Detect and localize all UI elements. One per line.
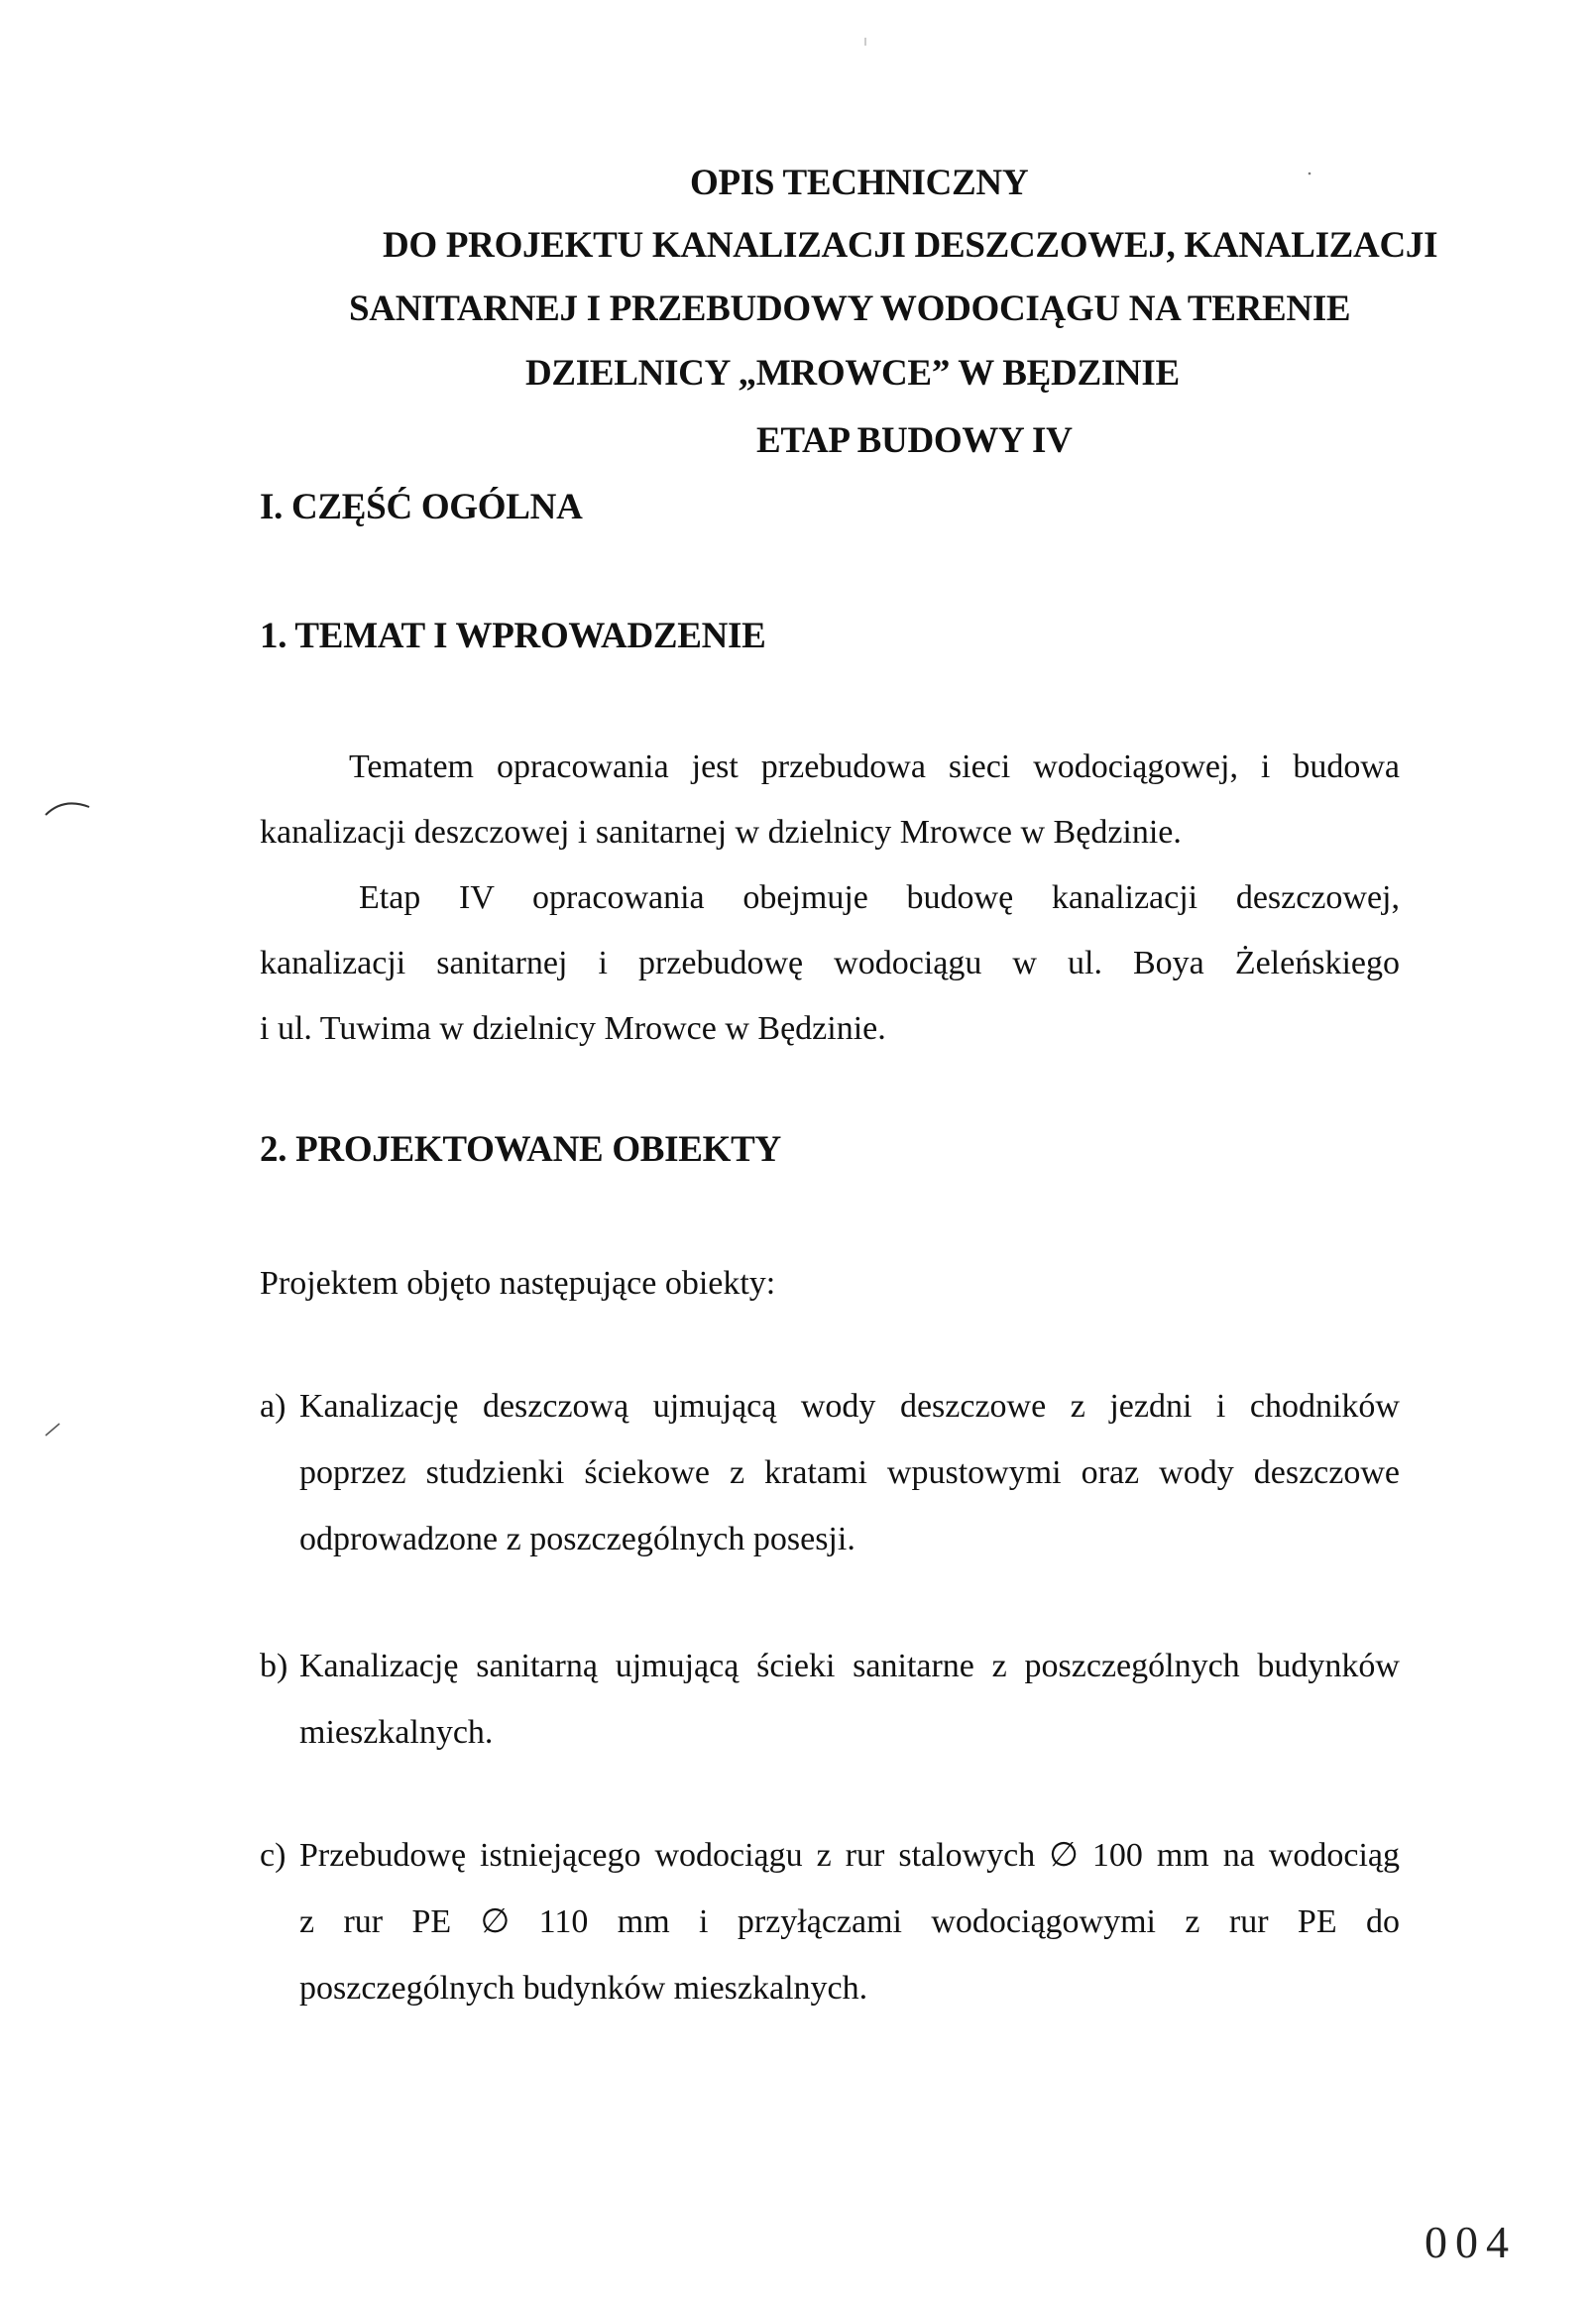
paragraph-line: Etap IV opracowania obejmuje budowę kanalizacji deszczowej,	[359, 879, 1400, 916]
list-marker: b)	[260, 1648, 288, 1684]
list-item-line: poszczególnych budynków mieszkalnych.	[299, 1970, 868, 2007]
document-title-line-1: OPIS TECHNICZNY	[690, 163, 1029, 203]
part-heading: I. CZĘŚĆ OGÓLNA	[260, 487, 583, 527]
intro-text: Projektem objęto następujące obiekty:	[260, 1265, 776, 1302]
list-item-line: poprzez studzienki ściekowe z kratami wpustowymi oraz wody deszczowe	[299, 1454, 1400, 1491]
section-1-paragraph-2	[260, 865, 1400, 1062]
list-item-b	[260, 1633, 1400, 1772]
document-title-line-3: SANITARNEJ I PRZEBUDOWY WODOCIĄGU NA TERENIE	[349, 288, 1351, 329]
paragraph-line: kanalizacji deszczowej i sanitarnej w dzielnicy Mrowce w Będzinie.	[260, 814, 1182, 851]
page-number: 004	[1425, 2217, 1517, 2267]
scan-mark-left-tick	[44, 1420, 63, 1439]
list-marker: a)	[260, 1388, 286, 1425]
section-1-heading: 1. TEMAT I WPROWADZENIE	[260, 616, 766, 656]
paragraph-line: Tematem opracowania jest przebudowa sieci wodociągowej, i budowa	[349, 748, 1400, 785]
list-item-line: Kanalizację deszczową ujmującą wody deszczowe z jezdni i chodników	[299, 1388, 1400, 1425]
scan-mark-top	[862, 38, 868, 48]
list-item-c	[260, 1822, 1400, 2030]
paragraph-line: i ul. Tuwima w dzielnicy Mrowce w Będzinie.	[260, 1010, 886, 1047]
scan-mark-left-arc	[44, 793, 93, 823]
section-1-paragraph-1	[260, 735, 1400, 865]
list-item-body	[299, 1373, 1400, 1572]
list-item-line: z rur PE ∅ 110 mm i przyłączami wodociągowymi z rur PE do	[299, 1903, 1400, 1940]
list-marker: c)	[260, 1837, 286, 1874]
scan-mark-right-dot	[1307, 171, 1312, 176]
document-title-line-5: ETAP BUDOWY IV	[756, 420, 1073, 461]
paragraph-line: kanalizacji sanitarnej i przebudowę wodociągu w ul. Boya Żeleńskiego	[260, 945, 1400, 981]
list-item-line: Kanalizację sanitarną ujmującą ścieki sanitarne z poszczególnych budynków	[299, 1648, 1400, 1684]
list-item-line: Przebudowę istniejącego wodociągu z rur stalowych ∅ 100 mm na wodociąg	[299, 1837, 1400, 1874]
section-2-intro	[260, 1251, 775, 1317]
list-item-line: mieszkalnych.	[299, 1714, 494, 1751]
list-item-line: odprowadzone z poszczególnych posesji.	[299, 1521, 855, 1557]
list-item-body	[299, 1633, 1400, 1766]
list-item-body	[299, 1822, 1400, 2021]
section-2-heading: 2. PROJEKTOWANE OBIEKTY	[260, 1129, 781, 1170]
list-item-a	[260, 1373, 1400, 1581]
document-title-line-2: DO PROJEKTU KANALIZACJI DESZCZOWEJ, KANALIZACJI	[383, 225, 1438, 266]
document-title-line-4: DZIELNICY „MROWCE” W BĘDZINIE	[525, 353, 1180, 394]
